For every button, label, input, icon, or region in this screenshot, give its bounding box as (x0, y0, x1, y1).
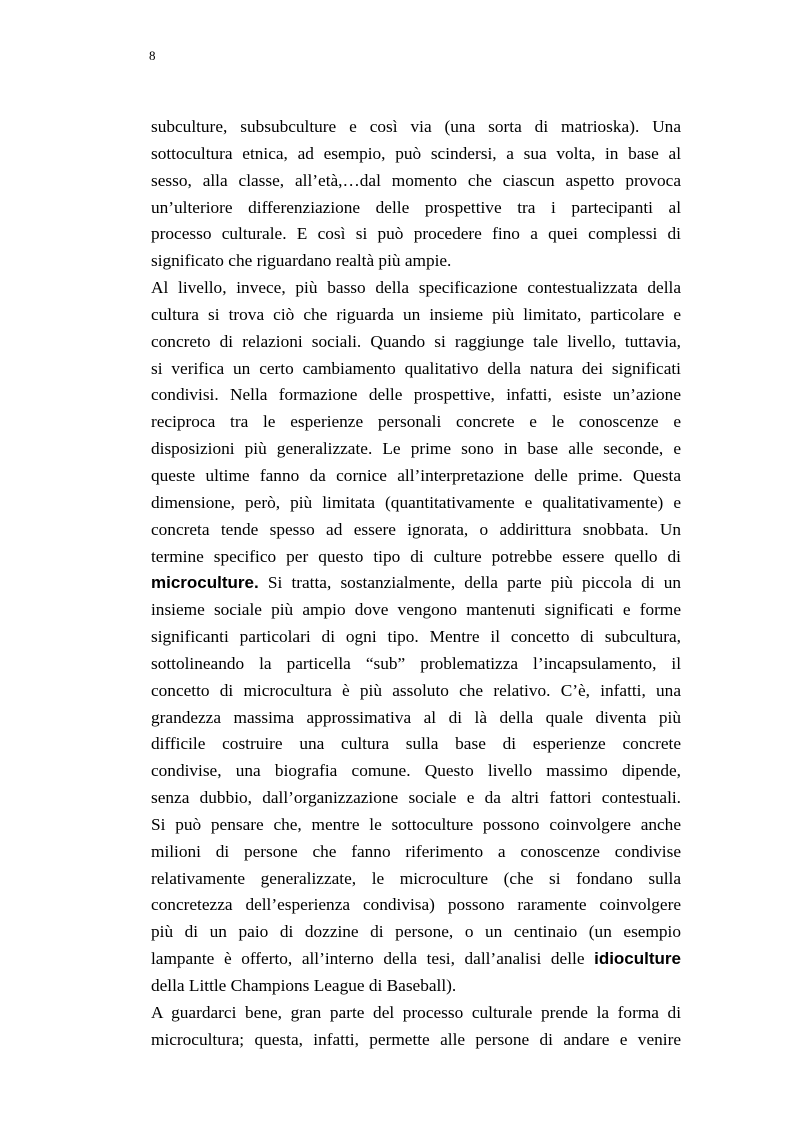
line-text: sottolineando la particella “sub” problematizza l’incapsulamento, il (151, 653, 681, 673)
body-text (151, 114, 681, 1054)
line-text: della Little Champions League di Baseball). (151, 976, 457, 995)
text-line (151, 195, 681, 222)
line-text: reciproca tra le esperienze personali concrete e le conoscenze e (151, 412, 681, 432)
text-line (151, 946, 681, 973)
line-text: significanti particolari di ogni tipo. Mentre il concetto di subcultura, (151, 627, 681, 647)
text-line (151, 651, 681, 678)
line-text: un’ulteriore differenziazione delle prospettive tra i partecipanti al (151, 197, 681, 217)
line-text: milioni di persone che fanno riferimento a conoscenze condivise (151, 841, 681, 861)
line-text: queste ultime fanno da cornice all’interpretazione delle prime. Questa (151, 465, 681, 485)
line-text: sottocultura etnica, ad esempio, può scindersi, a sua volta, in base al (151, 143, 681, 163)
line-text: condivisi. Nella formazione delle prospettive, infatti, esiste un’azione (151, 385, 681, 405)
line-text: senza dubbio, dall’organizzazione sociale e da altri fattori contestuali. (151, 788, 681, 808)
text-line (151, 382, 681, 409)
text-line (151, 597, 681, 624)
text-line (151, 302, 681, 329)
line-text: Si può pensare che, mentre le sottoculture possono coinvolgere anche (151, 814, 681, 834)
line-text: significato che riguardano realtà più ampie. (151, 251, 452, 271)
text-line (151, 517, 681, 544)
line-text: concetto di microcultura è più assoluto che relativo. C’è, infatti, una (151, 680, 681, 700)
text-line (151, 839, 681, 866)
text-line (151, 919, 681, 946)
text-line (151, 892, 681, 919)
line-text: concreto di relazioni sociali. Quando si raggiunge tale livello, tuttavia, (151, 331, 681, 351)
line-text: disposizioni più generalizzate. Le prime sono in base alle seconde, e (151, 439, 681, 459)
text-line (151, 1027, 681, 1054)
line-text: lampante è offerto, all’interno della tesi, dall’analisi delle (151, 949, 595, 969)
line-text: relativamente generalizzate, le microculture (che si fondano sulla (151, 868, 681, 888)
line-text: grandezza massima approssimativa al di là della quale diventa più (151, 707, 681, 727)
line-text: A guardarci bene, gran parte del processo culturale prende la forma di (151, 1002, 681, 1022)
text-line (151, 409, 681, 436)
line-text: si verifica un certo cambiamento qualitativo della natura dei significati (151, 358, 681, 378)
line-text: microcultura; questa, infatti, permette alle persone di andare e venire (151, 1029, 681, 1049)
line-text: Si tratta, sostanzialmente, della parte più piccola di un (258, 573, 681, 593)
text-line (151, 570, 681, 597)
text-line (151, 1000, 681, 1027)
text-line (151, 463, 681, 490)
text-line (151, 678, 681, 705)
line-text: processo culturale. E così si può procedere fino a quei complessi di (151, 224, 681, 244)
line-text: concretezza dell’esperienza condivisa) possono raramente coinvolgere (151, 895, 681, 915)
text-line (151, 705, 681, 732)
bold-term: microculture. (151, 573, 259, 593)
text-line (151, 812, 681, 839)
text-line (151, 866, 681, 893)
text-line (151, 731, 681, 758)
text-line (151, 275, 681, 302)
text-line (151, 436, 681, 463)
text-line (151, 329, 681, 356)
text-line (151, 141, 681, 168)
page-number: 8 (149, 48, 156, 63)
line-text: condivise, una biografia comune. Questo livello massimo dipende, (151, 761, 681, 781)
line-text: concreta tende spesso ad essere ignorata, o addirittura snobbata. Un (151, 519, 681, 539)
line-text: Al livello, invece, più basso della specificazione contestualizzata della (151, 278, 681, 298)
line-text: subculture, subsubculture e così via (una sorta di matrioska). Una (151, 117, 681, 136)
text-line (151, 785, 681, 812)
text-line (151, 248, 681, 275)
line-text: cultura si trova ciò che riguarda un insieme più limitato, particolare e (151, 304, 681, 324)
bold-term: idioculture (594, 949, 681, 969)
text-line (151, 168, 681, 195)
line-text: sesso, alla classe, all’età,…dal momento che ciascun aspetto provoca (151, 170, 681, 190)
line-text: dimensione, però, più limitata (quantitativamente e qualitativamente) e (151, 492, 681, 512)
line-text: difficile costruire una cultura sulla base di esperienze concrete (151, 734, 681, 754)
text-line (151, 490, 681, 517)
text-line (151, 114, 681, 141)
text-line (151, 624, 681, 651)
line-text: termine specifico per questo tipo di culture potrebbe essere quello di (151, 546, 681, 566)
line-text: insieme sociale più ampio dove vengono mantenuti significati e forme (151, 600, 681, 620)
text-line (151, 973, 681, 1000)
text-line (151, 758, 681, 785)
text-line (151, 356, 681, 383)
text-line (151, 221, 681, 248)
line-text: più di un paio di dozzine di persone, o un centinaio (un esempio (151, 922, 681, 942)
text-line (151, 544, 681, 571)
